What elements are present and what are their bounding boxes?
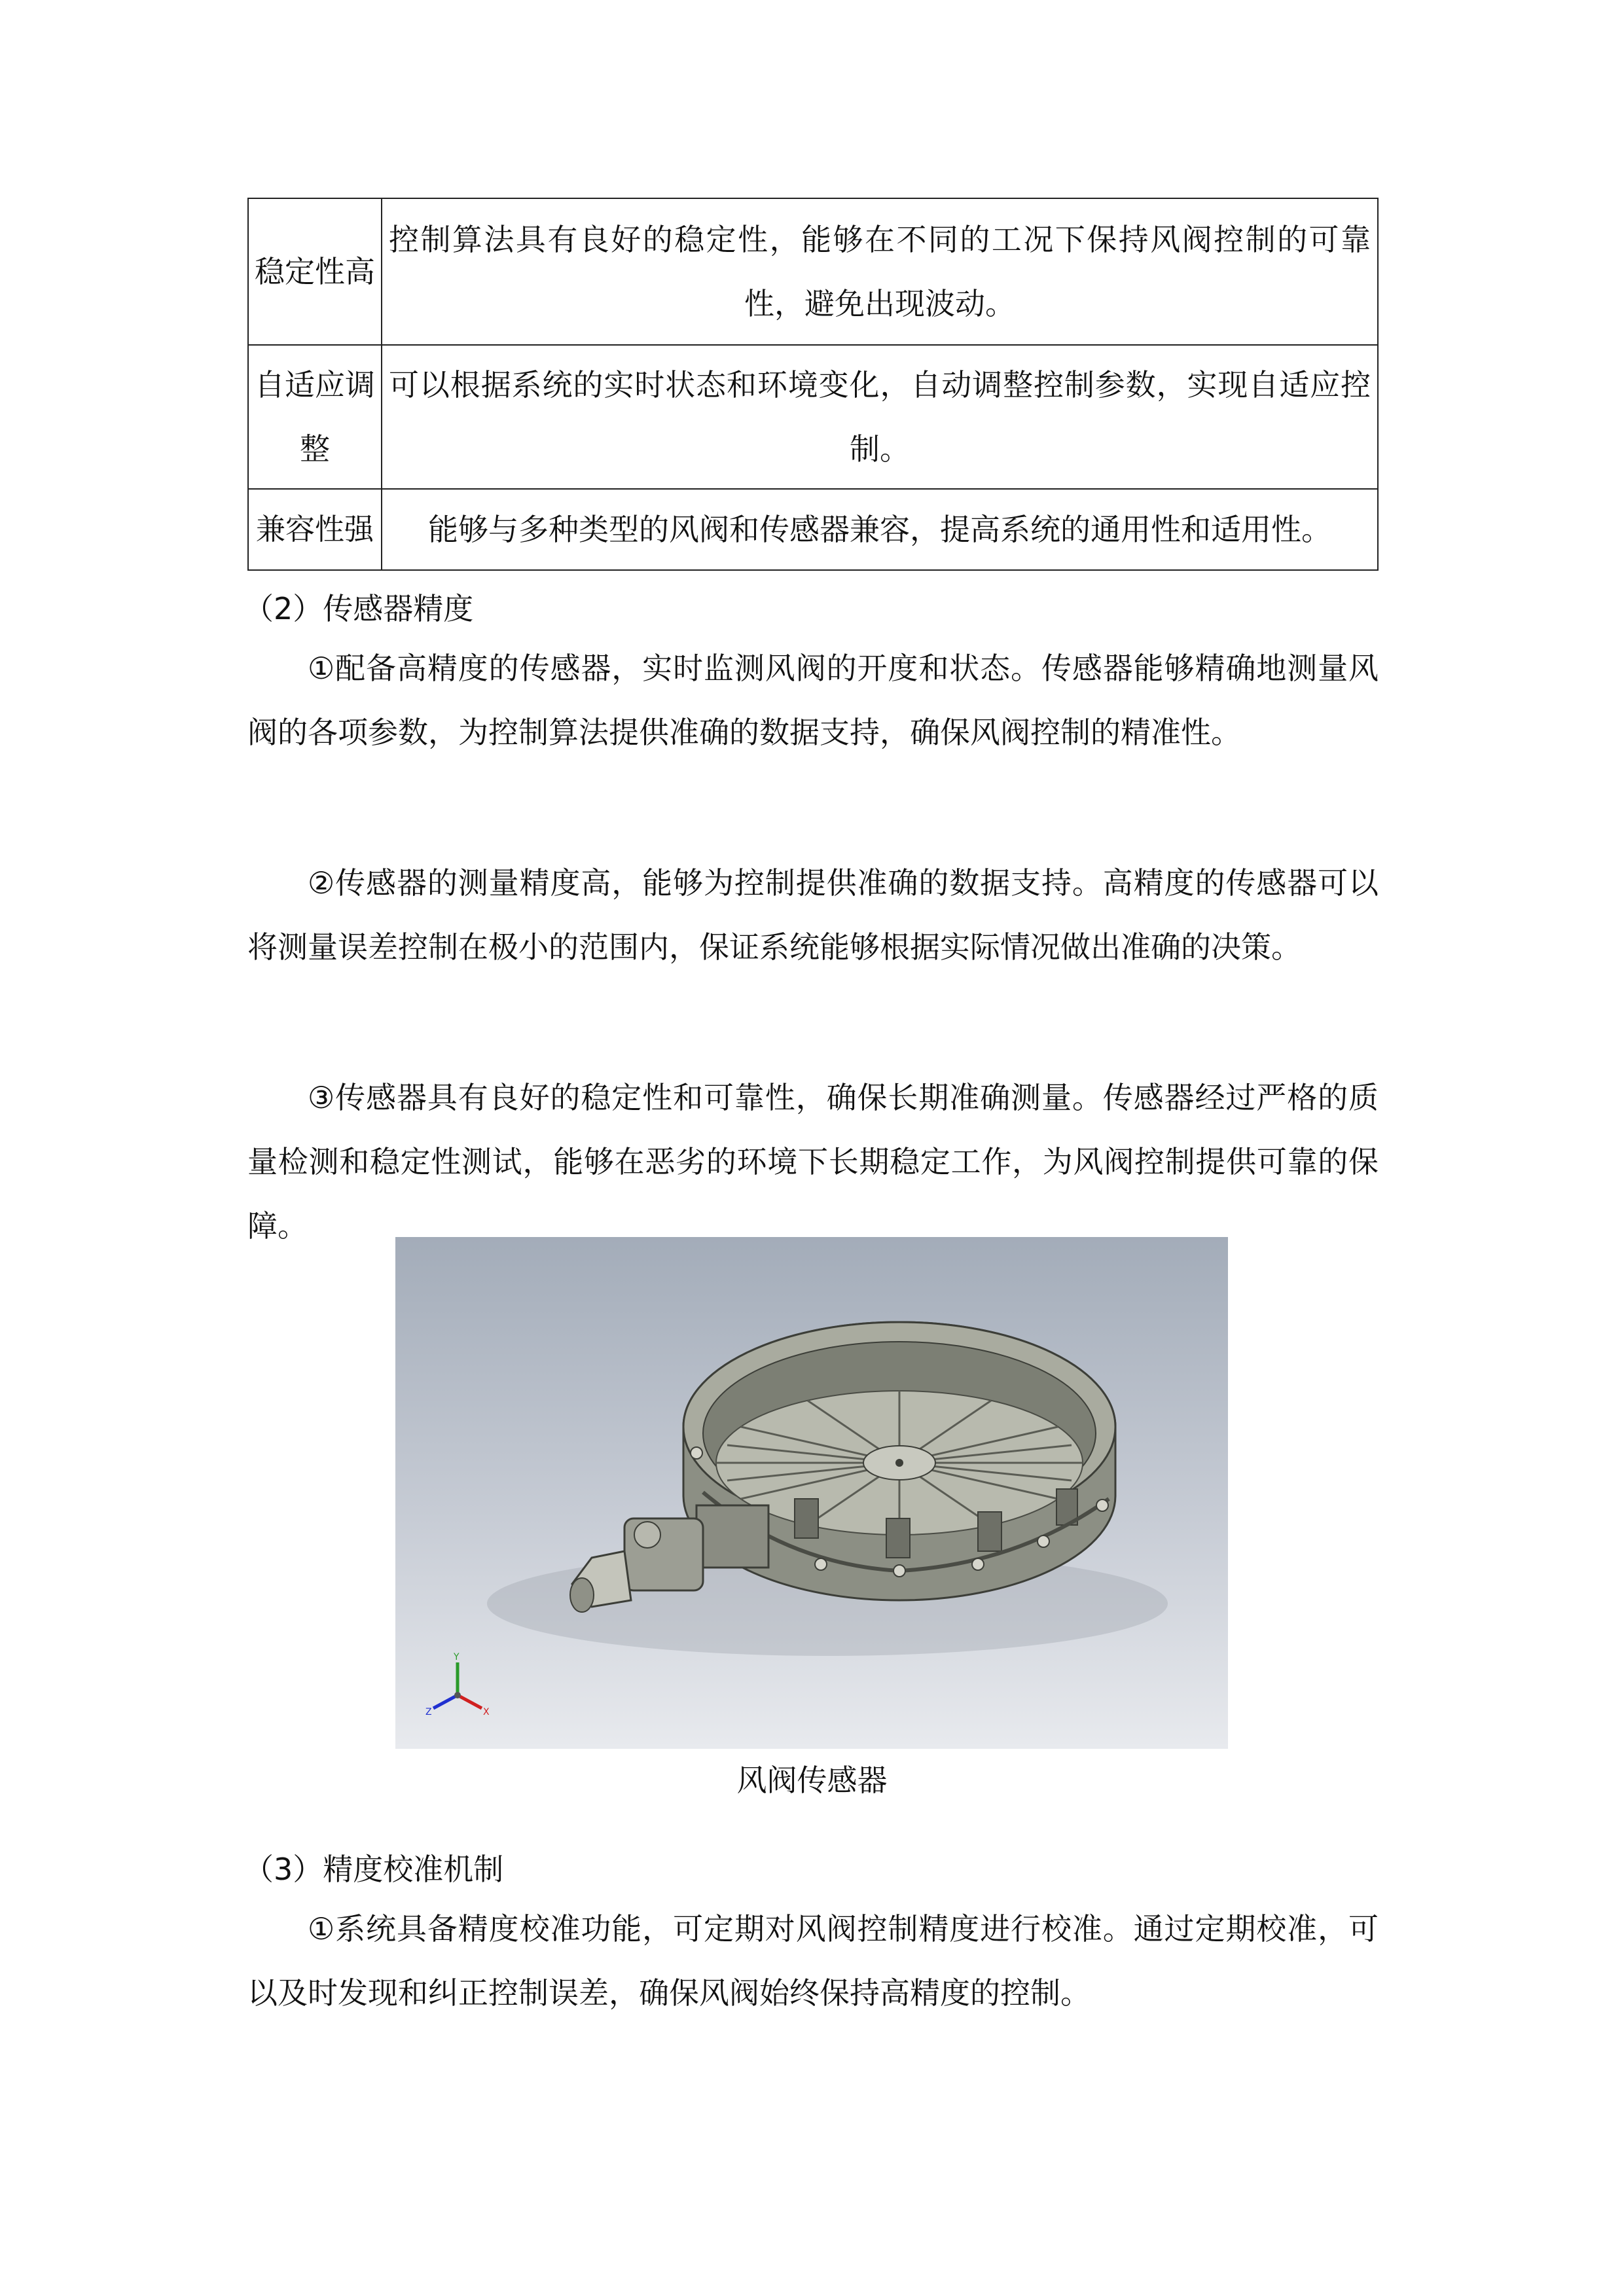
table-row	[248, 489, 1378, 570]
svg-text:Z: Z	[425, 1707, 432, 1717]
table-row	[248, 198, 1378, 345]
figure-caption: 风阀传感器	[736, 1763, 888, 1798]
section-heading-sensor-accuracy: （2）传感器精度	[244, 591, 474, 626]
paragraph: ①配备高精度的传感器，实时监测风阀的开度和状态。传感器能够精确地测量风阀的各项参数，为控制算法提供准确的数据支持，确保风阀控制的精准性。	[247, 651, 1379, 750]
table-cell-value: 能够与多种类型的风阀和传感器兼容，提高系统的通用性和适用性。	[382, 489, 1378, 570]
paragraph: ②传感器的测量精度高，能够为控制提供准确的数据支持。高精度的传感器可以将测量误差控制在极小的范围内，保证系统能够根据实际情况做出准确的决策。	[247, 865, 1379, 965]
paragraph: ③传感器具有良好的稳定性和可靠性，确保长期准确测量。传感器经过严格的质量检测和稳定性测试，能够在恶劣的环境下长期稳定工作，为风阀控制提供可靠的保障。	[247, 1080, 1379, 1244]
damper-sensor-figure	[395, 1237, 1228, 1749]
damper-cad-render	[395, 1237, 1228, 1749]
svg-text:Y: Y	[454, 1652, 460, 1662]
table-row	[248, 345, 1378, 489]
feature-table	[247, 198, 1379, 571]
table-cell-key: 兼容性强	[248, 489, 382, 570]
table-cell-value: 控制算法具有良好的稳定性，能够在不同的工况下保持风阀控制的可靠性，避免出现波动。	[382, 198, 1378, 345]
table-cell-value: 可以根据系统的实时状态和环境变化，自动调整控制参数，实现自适应控制。	[382, 345, 1378, 489]
svg-text:X: X	[483, 1707, 490, 1717]
table-cell-key: 自适应调整	[248, 345, 382, 489]
table-cell-key: 稳定性高	[248, 198, 382, 345]
section-heading-calibration: （3）精度校准机制	[244, 1852, 504, 1887]
axis-triad-icon	[425, 1652, 490, 1717]
paragraph: ①系统具备精度校准功能，可定期对风阀控制精度进行校准。通过定期校准，可以及时发现和纠正控制误差，确保风阀始终保持高精度的控制。	[247, 1911, 1379, 2011]
